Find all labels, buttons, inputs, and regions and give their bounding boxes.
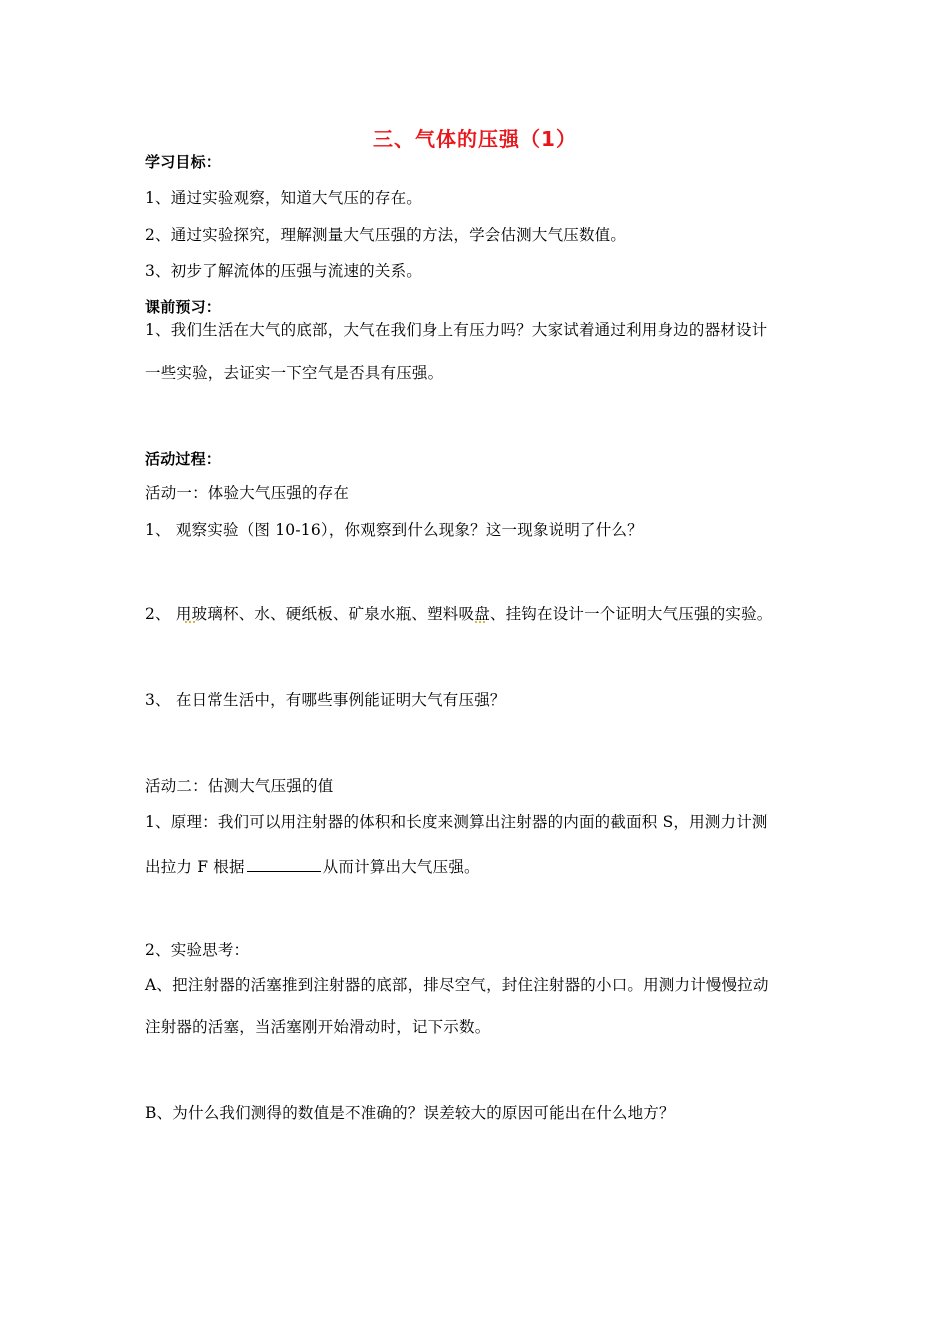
preview-question-line-2: 一些实验，去证实一下空气是否具有压强。 — [145, 364, 444, 382]
activity-2-principle-line-1: 1、原理：我们可以用注射器的体积和长度来测算出注射器的内面的截面积 S，用测力计测 — [145, 813, 768, 831]
thinking-a-line-2: 注射器的活塞，当活塞刚开始滑动时，记下示数。 — [145, 1018, 491, 1036]
activity-1-question-1: 1、 观察实验（图 10-16），你观察到什么现象？这一现象说明了什么？ — [145, 521, 643, 539]
spellcheck-underline — [475, 617, 485, 623]
principle-text-before: 出拉力 F 根据 — [145, 858, 245, 876]
objective-item-2: 2、通过实验探究，理解测量大气压强的方法，学会估测大气压数值。 — [145, 226, 627, 244]
preview-heading: 课前预习： — [145, 298, 222, 316]
spellcheck-underline — [185, 617, 195, 623]
activity-2-principle-line-2 — [145, 855, 480, 877]
activity-2-title: 活动二：估测大气压强的值 — [145, 777, 334, 795]
activity-1-question-3: 3、 在日常生活中，有哪些事例能证明大气有压强？ — [145, 691, 506, 709]
thinking-b-line: B、为什么我们测得的数值是不准确的？误差较大的原因可能出在什么地方？ — [145, 1104, 675, 1122]
process-heading: 活动过程： — [145, 450, 222, 468]
objective-item-3: 3、初步了解流体的压强与流速的关系。 — [145, 262, 422, 280]
fill-in-blank[interactable] — [247, 855, 321, 872]
experiment-thinking-heading: 2、实验思考： — [145, 941, 250, 959]
activity-1-title: 活动一：体验大气压强的存在 — [145, 484, 350, 502]
preview-question-line-1: 1、我们生活在大气的底部，大气在我们身上有压力吗？大家试着通过利用身边的器材设计 — [145, 321, 768, 339]
activity-1-question-2: 2、 用玻璃杯、水、硬纸板、矿泉水瓶、塑料吸盘、挂钩在设计一个证明大气压强的实验。 — [145, 605, 773, 623]
thinking-a-line-1: A、把注射器的活塞推到注射器的底部，排尽空气，封住注射器的小口。用测力计慢慢拉动 — [145, 976, 769, 994]
objectives-heading: 学习目标： — [145, 153, 222, 171]
principle-text-after: 从而计算出大气压强。 — [322, 858, 480, 876]
document-title: 三、气体的压强（1） — [373, 127, 577, 151]
objective-item-1: 1、通过实验观察，知道大气压的存在。 — [145, 189, 422, 207]
